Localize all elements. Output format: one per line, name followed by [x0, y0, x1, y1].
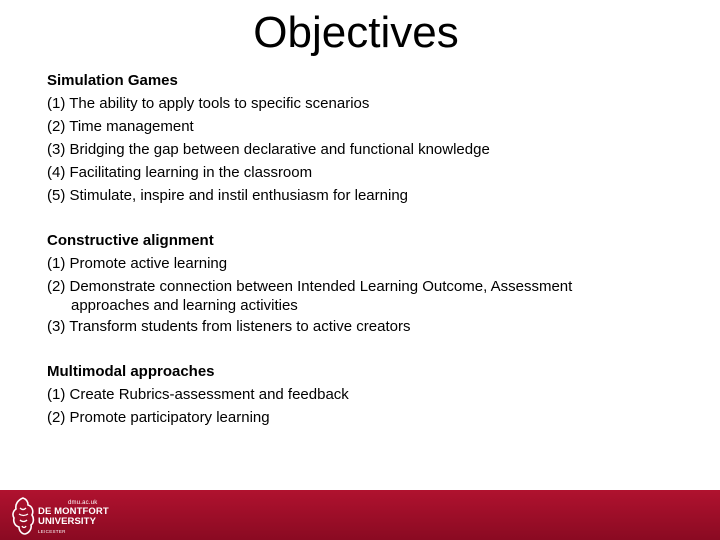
list-item: (3) Bridging the gap between declarative and functional knowledge: [47, 141, 490, 158]
section-heading: Multimodal approaches: [47, 363, 215, 380]
slide-body: [47, 69, 707, 429]
list-item: (1) The ability to apply tools to specific scenarios: [47, 95, 370, 112]
list-item-continuation: approaches and learning activities: [71, 297, 298, 314]
list-item: (1) Create Rubrics-assessment and feedback: [47, 386, 349, 403]
section-simulation-games: [47, 69, 707, 207]
logo-wordmark: [38, 507, 109, 527]
university-logo: [10, 494, 130, 538]
slide-title: Objectives: [253, 8, 459, 57]
lion-crest-icon: [10, 496, 36, 536]
section-heading: Simulation Games: [47, 72, 178, 89]
list-item: (1) Promote active learning: [47, 255, 228, 272]
list-item: [47, 275, 707, 315]
list-item: (2) Promote participatory learning: [47, 409, 270, 426]
footer-bar: [0, 490, 720, 540]
list-item-text: (2) Demonstrate connection between Intended Learning Outcome, Assessment: [47, 278, 573, 295]
section-constructive-alignment: [47, 229, 707, 338]
section-heading: Constructive alignment: [47, 232, 214, 249]
list-item: (4) Facilitating learning in the classroom: [47, 164, 313, 181]
section-multimodal-approaches: [47, 360, 707, 429]
logo-place: LEICESTER: [38, 529, 66, 534]
logo-url: dmu.ac.uk: [68, 500, 98, 506]
logo-name-line2: UNIVERSITY: [38, 516, 97, 527]
list-item: (3) Transform students from listeners to active creators: [47, 318, 411, 335]
logo-name-line1: DE MONTFORT: [38, 506, 109, 517]
list-item: (2) Time management: [47, 118, 194, 135]
list-item: (5) Stimulate, inspire and instil enthusiasm for learning: [47, 187, 409, 204]
